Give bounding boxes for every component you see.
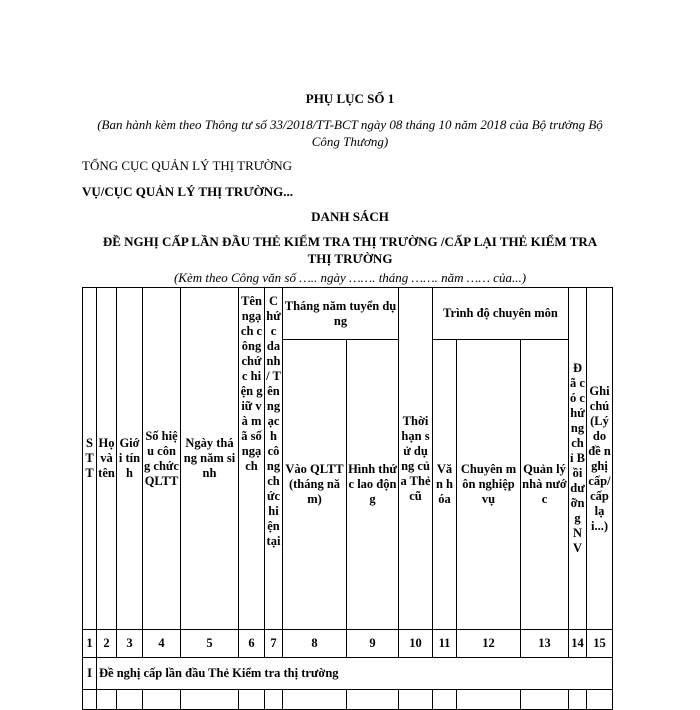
column-number: 6 bbox=[239, 630, 265, 658]
col-header-officer-id: Số hiệu công chức QLTT bbox=[143, 288, 181, 630]
section-index: I bbox=[83, 658, 97, 690]
col-header-old-card-validity: Thời hạn sử dụng của Thẻ cũ bbox=[399, 288, 433, 630]
column-number: 5 bbox=[181, 630, 239, 658]
column-number: 12 bbox=[457, 630, 521, 658]
col-header-group-qualification: Trình độ chuyên môn bbox=[433, 288, 569, 340]
column-number: 15 bbox=[587, 630, 613, 658]
column-number: 3 bbox=[117, 630, 143, 658]
column-number: 4 bbox=[143, 630, 181, 658]
list-subtitle-line-1: ĐỀ NGHỊ CẤP LẦN ĐẦU THẺ KIỂM TRA THỊ TRƯỜNG /CẤP LẠI THẺ KIỂM TRA bbox=[102, 234, 598, 249]
col-header-title: Chức danh / Tên ngạch công chức hiện tại bbox=[265, 288, 283, 630]
col-header-birthdate: Ngày tháng năm sinh bbox=[181, 288, 239, 630]
column-number: 8 bbox=[283, 630, 347, 658]
appendix-title: PHỤ LỤC SỐ 1 bbox=[305, 91, 395, 106]
col-header-gender: Giới tính bbox=[117, 288, 143, 630]
col-header-state-management: Quản lý nhà nước bbox=[521, 340, 569, 630]
column-number: 1 bbox=[83, 630, 97, 658]
col-header-current-grade: Tên ngạch công chức hiện giữ và mã số ngạch bbox=[239, 288, 265, 630]
col-header-name: Họ và tên bbox=[97, 288, 117, 630]
org-name-1: TỔNG CỤC QUẢN LÝ THỊ TRƯỜNG bbox=[82, 158, 293, 173]
list-table bbox=[82, 287, 613, 710]
col-header-education: Văn hóa bbox=[433, 340, 457, 630]
col-header-joined-date: Vào QLTT (tháng năm) bbox=[283, 340, 347, 630]
issued-note-line-2: Công Thương) bbox=[311, 134, 389, 149]
col-header-certificate: Đã có chứng chỉ Bồi dưỡng NV bbox=[569, 288, 587, 630]
org-name-2: VỤ/CỤC QUẢN LÝ THỊ TRƯỜNG... bbox=[82, 184, 294, 199]
column-number: 2 bbox=[97, 630, 117, 658]
col-header-stt: STT bbox=[83, 288, 97, 630]
col-header-notes: Ghi chú (Lý do đề nghị cấp/ cấp lại...) bbox=[587, 288, 613, 630]
column-number: 7 bbox=[265, 630, 283, 658]
list-title: DANH SÁCH bbox=[311, 209, 389, 224]
issued-note-line-1: (Ban hành kèm theo Thông tư số 33/2018/TT-BCT ngày 08 tháng 10 năm 2018 của Bộ trưởng Bộ bbox=[97, 117, 603, 132]
attached-note: (Kèm theo Công văn số ….. ngày ……. tháng ……. năm …… của...) bbox=[173, 270, 527, 285]
column-number: 13 bbox=[521, 630, 569, 658]
column-number: 11 bbox=[433, 630, 457, 658]
section-row bbox=[83, 658, 613, 690]
col-header-employment-type: Hình thức lao động bbox=[347, 340, 399, 630]
col-header-group-recruitment: Tháng năm tuyển dụng bbox=[283, 288, 399, 340]
list-subtitle-line-2: THỊ TRƯỜNG bbox=[307, 251, 393, 266]
section-label: Đề nghị cấp lần đầu Thẻ Kiểm tra thị trường bbox=[97, 658, 613, 690]
column-number-row bbox=[83, 630, 613, 658]
col-header-specialty: Chuyên môn nghiệp vụ bbox=[457, 340, 521, 630]
column-number: 9 bbox=[347, 630, 399, 658]
column-number: 10 bbox=[399, 630, 433, 658]
column-number: 14 bbox=[569, 630, 587, 658]
